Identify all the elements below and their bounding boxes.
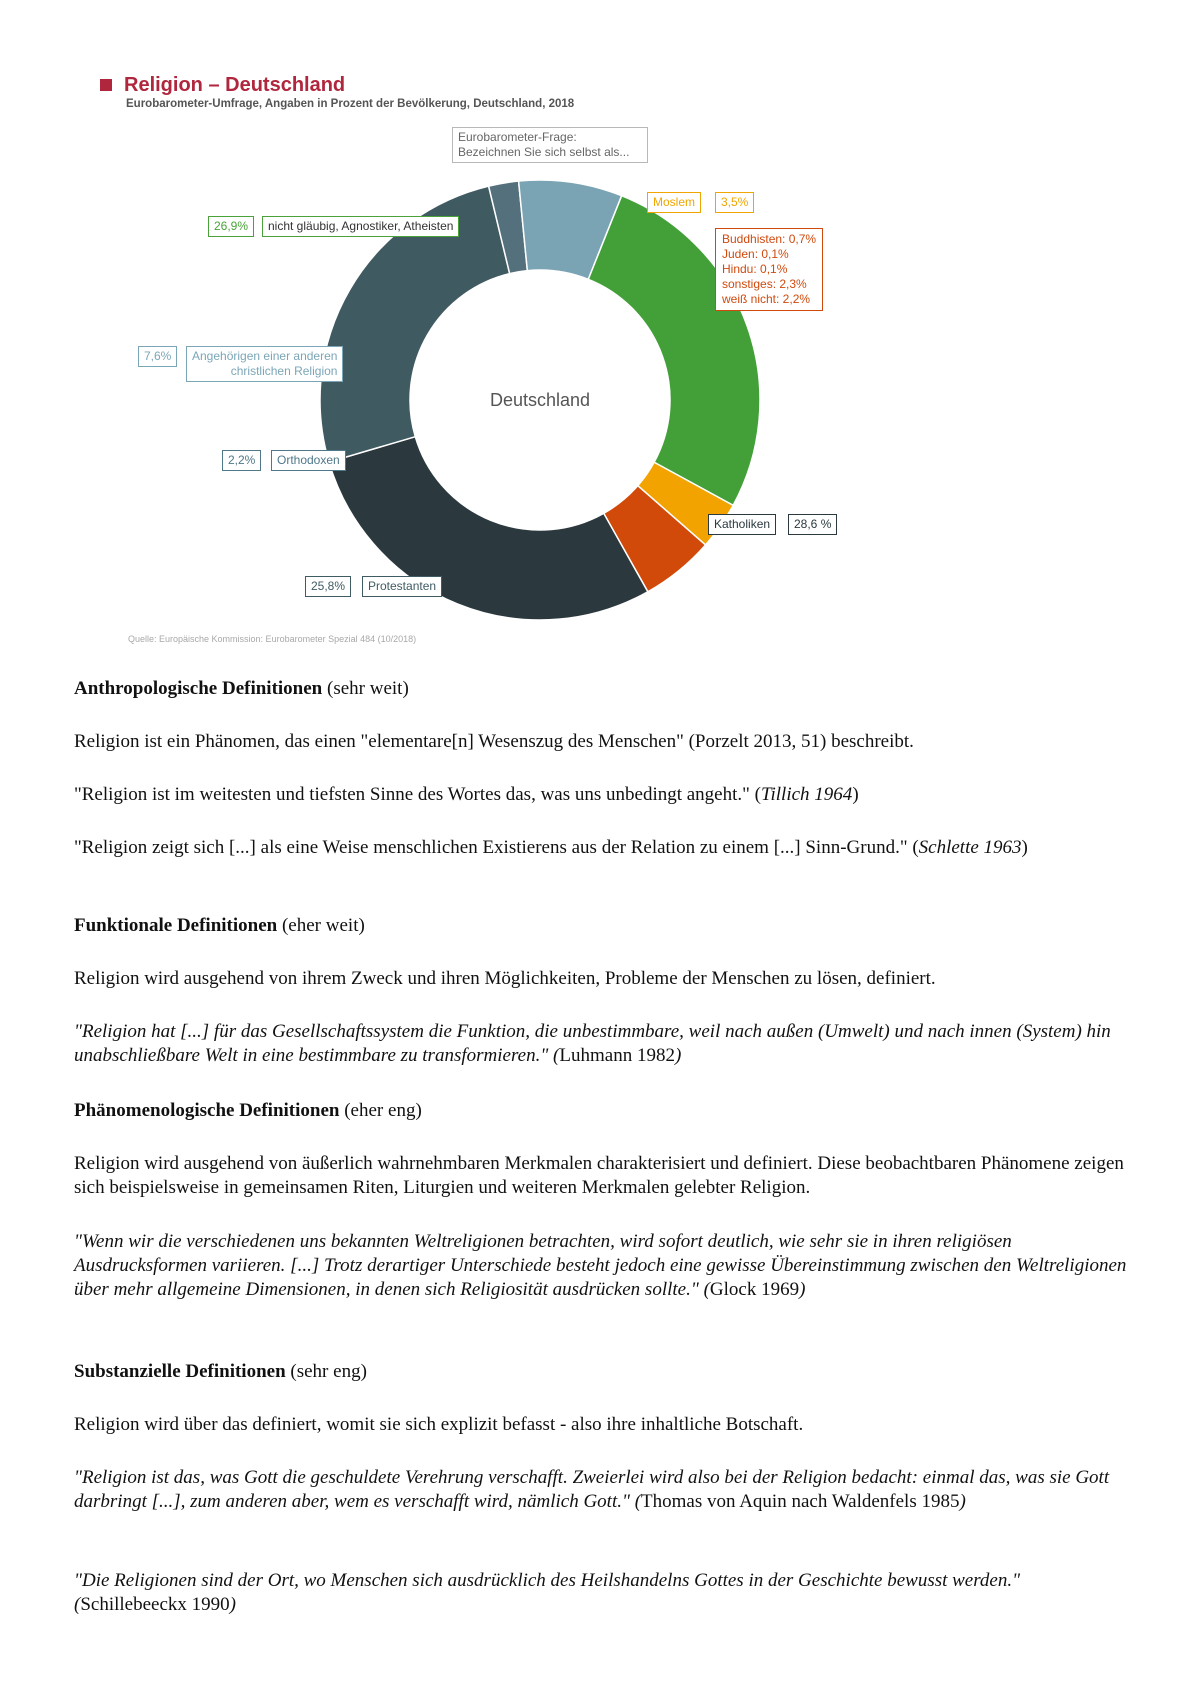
quote-close: ) <box>852 784 859 805</box>
chart-center-label: Deutschland <box>489 390 591 410</box>
quote-close: ) <box>674 1045 682 1066</box>
quote-paragraph <box>74 1230 1134 1302</box>
quote-author: Luhmann 1982 <box>559 1045 675 1066</box>
quote-citation: Tillich 1964 <box>760 784 853 805</box>
question-line-1: Eurobarometer-Frage: <box>458 130 577 144</box>
heading-qualifier: (eher weit) <box>281 915 365 936</box>
section-description: Religion wird über das definiert, womit sie sich explizit befasst - also ihre inhaltliche Botschaft. <box>74 1414 804 1435</box>
small-group-line: weiß nicht: 2,2% <box>722 292 811 306</box>
quote-paragraph <box>74 836 1134 860</box>
chart-subtitle: Eurobarometer-Umfrage, Angaben in Prozent der Bevölkerung, Deutschland, 2018 <box>126 98 575 110</box>
label-moslem-pct: 3,5% <box>715 192 754 213</box>
section-description: Religion wird ausgehend von ihrem Zweck und ihren Möglichkeiten, Probleme der Menschen zu lösen, definiert. <box>74 968 936 989</box>
quote-paragraph <box>74 1466 1134 1514</box>
section-description: Religion wird ausgehend von äußerlich wahrnehmbaren Merkmalen charakterisiert und definiert. Diese beobachtbaren Phänomene zeigen sich beispielsweise in gemeinsamen Riten, Liturgien und weiteren Merkmalen gelebter Religion. <box>74 1153 1124 1198</box>
label-other-christian <box>186 346 343 382</box>
quote-text: "Religion zeigt sich [...] als eine Weise menschlichen Existierens aus der Relation zu einem [...] Sinn-Grund." ( <box>74 837 919 858</box>
label-catholic: Katholiken <box>708 514 776 535</box>
heading-text: Funktionale Definitionen <box>74 915 278 936</box>
quote-author: Glock 1969 <box>709 1279 800 1300</box>
heading-text: Substanzielle Definitionen <box>74 1361 286 1382</box>
label-catholic-pct: 28,6 % <box>788 514 837 535</box>
quote-close: ) <box>229 1594 236 1615</box>
quote-author: Thomas von Aquin nach Waldenfels 1985 <box>641 1491 960 1512</box>
quote-close: ) <box>959 1491 966 1512</box>
quote-citation: Schlette 1963 <box>918 837 1022 858</box>
small-group-line: sonstiges: 2,3% <box>722 277 807 291</box>
label-nonbeliever-pct: 26,9% <box>208 216 254 237</box>
heading-text: Phänomenologische Definitionen <box>74 1100 340 1121</box>
label-other-christian-line-2: christlichen Religion <box>230 364 338 378</box>
section-heading-anthropological <box>74 677 1134 701</box>
chart-title-text: Religion – Deutschland <box>124 74 346 96</box>
section-heading-substantial <box>74 1360 1134 1384</box>
label-nonbeliever: nicht gläubig, Agnostiker, Atheisten <box>262 216 459 237</box>
quote-close: ) <box>1021 837 1028 858</box>
quote-text: "Wenn wir die verschiedenen uns bekannten Weltreligionen betrachten, wird sofort deutlich, wie sehr sie in ihren religiösen Ausdrucksformen variieren. [...] Trotz derartiger Unterschiede besteht jedoch eine gewisse Übereinstimmung zwischen den Weltreligionen über mehr allgemeine Dimensionen, in denen sich Religiosität ausdrücken sollte." ( <box>74 1231 1127 1300</box>
chart-source: Quelle: Europäische Kommission: Eurobarometer Spezial 484 (10/2018) <box>128 634 417 644</box>
quote-text: "Religion hat [...] für das Gesellschaftssystem die Funktion, die unbestimmbare, weil nach außen (Umwelt) und nach innen (System) hin unabschließbare Welt in eine bestimmbare zu transformieren." ( <box>74 1021 1111 1066</box>
heading-qualifier: (eher eng) <box>344 1100 422 1121</box>
quote-paragraph <box>74 783 1134 807</box>
small-group-line: Hindu: 0,1% <box>722 262 788 276</box>
quote-paragraph <box>74 1020 1134 1068</box>
donut-chart <box>0 0 1200 660</box>
quote-author: Schillebeeckx 1990 <box>80 1594 230 1615</box>
small-group-line: Juden: 0,1% <box>722 247 789 261</box>
small-group-line: Buddhisten: 0,7% <box>722 232 817 246</box>
label-orthodox: Orthodoxen <box>271 450 346 471</box>
heading-qualifier: (sehr eng) <box>290 1361 367 1382</box>
label-other-christian-line-1: Angehörigen einer anderen <box>192 349 338 363</box>
label-small-groups <box>715 228 823 311</box>
label-protestant-pct: 25,8% <box>305 576 351 597</box>
question-line-2: Bezeichnen Sie sich selbst als... <box>458 145 630 159</box>
label-other-christian-pct: 7,6% <box>138 346 177 367</box>
quote-text: "Religion ist im weitesten und tiefsten Sinne des Wortes das, was uns unbedingt angeht." ( <box>74 784 761 805</box>
heading-qualifier: (sehr weit) <box>327 678 409 699</box>
heading-text: Anthropologische Definitionen <box>74 678 323 699</box>
section-description: Religion ist ein Phänomen, das einen "elementare[n] Wesenszug des Menschen" (Porzelt 2013, 51) beschreibt. <box>74 731 914 752</box>
question-box <box>452 127 648 163</box>
quote-text: "Die Religionen sind der Ort, wo Menschen sich ausdrücklich des Heilshandelns Gottes in der Geschichte bewusst werden." ( <box>74 1570 1021 1615</box>
section-heading-functional <box>74 914 1134 938</box>
label-orthodox-pct: 2,2% <box>222 450 261 471</box>
quote-text: "Religion ist das, was Gott die geschuldete Verehrung verschafft. Zweierlei wird also bei der Religion bedacht: einmal das, was sie Gott darbringt [...], zum anderen aber, wem es verschafft wird, nämlich Gott." ( <box>74 1467 1110 1512</box>
quote-close: ) <box>799 1279 806 1300</box>
quote-paragraph <box>74 1569 1134 1617</box>
section-heading-phenomenological <box>74 1099 1134 1123</box>
label-protestant: Protestanten <box>362 576 442 597</box>
label-moslem: Moslem <box>647 192 701 213</box>
